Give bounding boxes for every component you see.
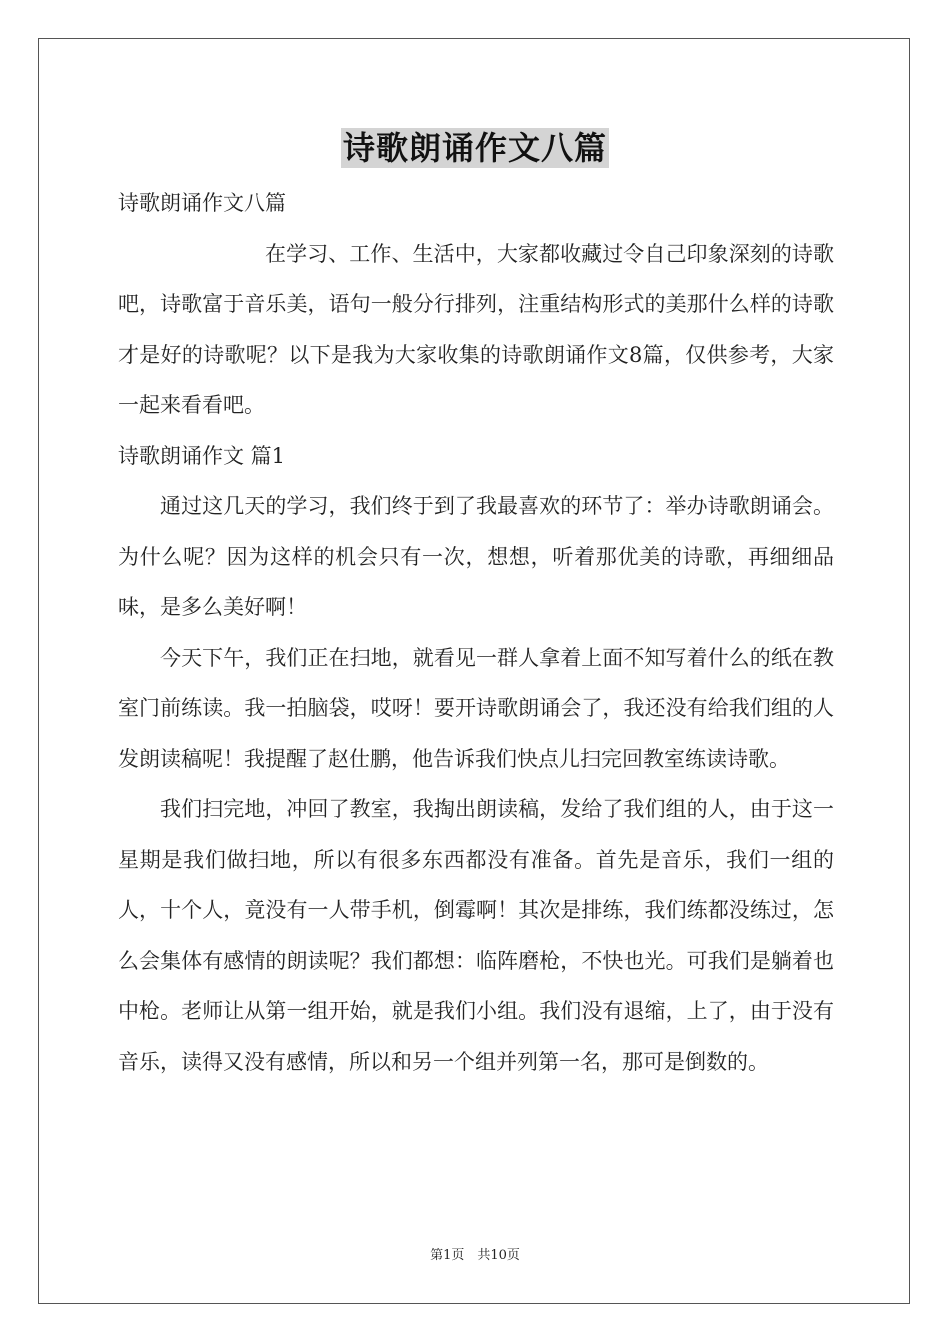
body-paragraph: 我们扫完地，冲回了教室，我掏出朗读稿，发给了我们组的人，由于这一星期是我们做扫地，所以有很多东西都没有准备。首先是音乐，我们一组的人，十个人，竟没有一人带手机，倒霉啊！其次是排练，我们练都没练过，怎么会集体有感情的朗读呢？我们都想：临阵磨枪，不快也光。可我们是躺着也中枪。老师让从第一组开始，就是我们小组。我们没有退缩，上了，由于没有音乐，读得又没有感情，所以和另一个组并列第一名，那可是倒数的。 (118, 797, 834, 1074)
body-paragraph: 通过这几天的学习，我们终于到了我最喜欢的环节了：举办诗歌朗诵会。为什么呢？因为这样的机会只有一次，想想，听着那优美的诗歌，再细细品味，是多么美好啊！ (118, 494, 834, 619)
body-paragraph: 今天下午，我们正在扫地，就看见一群人拿着上面不知写着什么的纸在教室门前练读。我一拍脑袋，哎呀！要开诗歌朗诵会了，我还没有给我们组的人发朗读稿呢！我提醒了赵仕鹏，他告诉我们快点儿扫完回教室练读诗歌。 (118, 645, 834, 771)
section-heading: 诗歌朗诵作文 篇1 (118, 443, 286, 468)
page-footer (0, 1246, 950, 1266)
document-body (118, 178, 834, 1087)
title-container (0, 128, 950, 168)
page-number: 第1页 共10页 (430, 1248, 520, 1263)
intro-paragraph: 在学习、工作、生活中，大家都收藏过令自己印象深刻的诗歌吧，诗歌富于音乐美，语句一般分行排列，注重结构形式的美那什么样的诗歌才是好的诗歌呢？以下是我为大家收集的诗歌朗诵作文8篇，仅供参考，大家一起来看看吧。 (118, 241, 834, 417)
document-title: 诗歌朗诵作文八篇 (342, 129, 607, 167)
document-subtitle: 诗歌朗诵作文八篇 (118, 191, 286, 215)
